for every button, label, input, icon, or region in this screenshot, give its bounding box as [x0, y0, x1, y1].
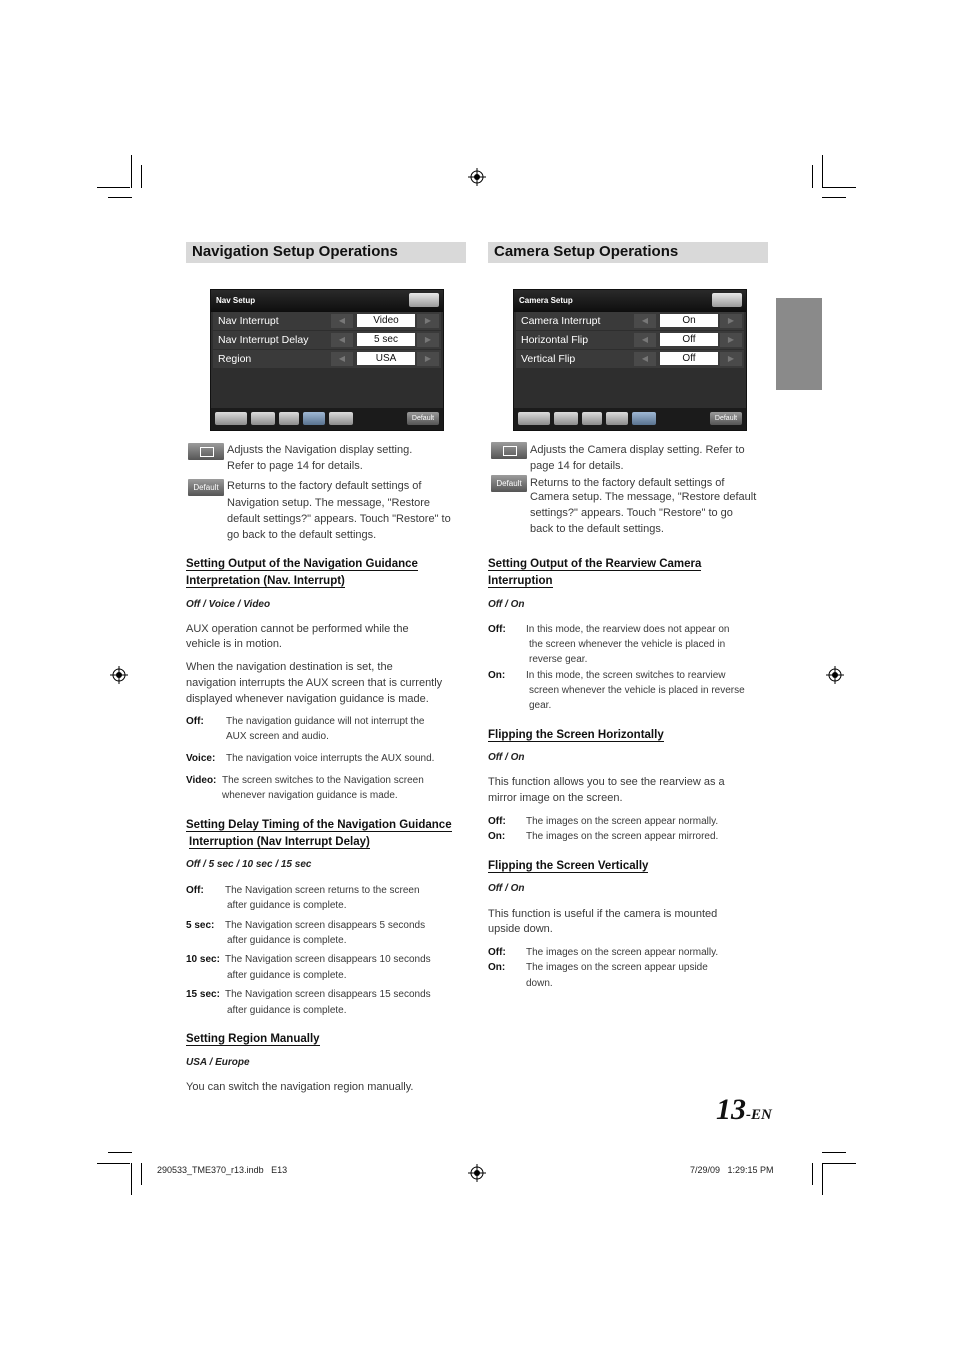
subsection-heading [186, 1031, 320, 1048]
definition: In this mode, the screen switches to rearview [526, 670, 726, 681]
footer-timestamp: 7/29/09 1:29:15 PM [690, 1165, 774, 1175]
definition: screen whenever the vehicle is placed in reverse [529, 685, 745, 696]
term: Voice: [186, 753, 216, 764]
definition: AUX screen and audio. [226, 731, 329, 742]
term: Off: [488, 947, 506, 958]
setting-value: Off [660, 352, 718, 365]
left-arrow-icon: ◀ [331, 352, 353, 366]
crop-mark [97, 187, 130, 188]
screen-title: Nav Setup [216, 296, 256, 305]
setting-value: USA [357, 352, 415, 365]
heading-line: Setting Delay Timing of the Navigation Guidance [186, 819, 452, 831]
paragraph: Returns to the factory default settings of [227, 480, 422, 492]
screen-title: Camera Setup [519, 296, 573, 305]
definition: In this mode, the rearview does not appear on [526, 624, 730, 635]
settings-icon [554, 412, 578, 425]
registration-mark-icon [468, 168, 486, 186]
crop-mark [822, 1163, 823, 1195]
page-number-value: 13 [716, 1093, 746, 1126]
crop-mark [812, 165, 813, 188]
crop-mark [822, 1163, 856, 1164]
right-arrow-icon: ▶ [417, 333, 439, 347]
definition: down. [526, 978, 553, 989]
term: 10 sec: [186, 954, 220, 965]
term: Off: [488, 816, 506, 827]
definition: The navigation guidance will not interrupt the [226, 716, 425, 727]
paragraph: This function allows you to see the rearview as a [488, 776, 725, 788]
definition: The images on the screen appear mirrored. [526, 831, 719, 842]
section-heading-text: Camera Setup Operations [494, 243, 679, 260]
nav-setup-screen [210, 289, 444, 431]
registration-mark-icon [468, 1164, 486, 1182]
definition: the screen whenever the vehicle is placed in [529, 639, 726, 650]
heading-line: Setting Region Manually [186, 1033, 320, 1045]
display-icon [491, 442, 527, 459]
section-heading [488, 242, 768, 263]
setting-row [213, 312, 441, 330]
definition: The Navigation screen disappears 10 seconds [225, 954, 431, 965]
paragraph: Returns to the factory default settings of [530, 477, 725, 489]
setting-row [516, 331, 744, 349]
term: On: [488, 962, 506, 973]
crop-mark [141, 1163, 142, 1185]
default-button: Default [407, 412, 439, 425]
display-icon [712, 293, 742, 307]
heading-line: Setting Output of the Rearview Camera [488, 558, 702, 570]
subsection-heading [189, 834, 370, 851]
paragraph: page 14 for details. [530, 460, 624, 472]
heading-line: Setting Output of the Navigation Guidance [186, 558, 418, 570]
definition: The Navigation screen disappears 15 seconds [225, 989, 431, 1000]
registration-mark-icon [110, 666, 128, 684]
paragraph: Adjusts the Camera display setting. Refer to [530, 444, 745, 456]
term: 5 sec: [186, 920, 215, 931]
section-heading-text: Navigation Setup Operations [192, 243, 398, 260]
paragraph: upside down. [488, 923, 553, 935]
paragraph: vehicle is in motion. [186, 638, 282, 650]
right-arrow-icon: ▶ [720, 333, 742, 347]
camera-icon [632, 412, 656, 425]
paragraph: navigation interrupts the AUX screen that is currently [186, 677, 443, 689]
subsection-heading [488, 858, 648, 875]
subsection-heading [186, 556, 418, 573]
crop-mark [822, 155, 823, 188]
display-icon [188, 443, 224, 460]
paragraph: AUX operation cannot be performed while the [186, 623, 409, 635]
subsection-heading [488, 556, 701, 573]
default-button: Default [710, 412, 742, 425]
right-arrow-icon: ▶ [417, 352, 439, 366]
options-line: Off / Voice / Video [186, 599, 271, 610]
camera-setup-screen [513, 289, 747, 431]
setting-value: Video [357, 314, 415, 327]
crop-mark [108, 197, 132, 198]
subsection-heading [186, 817, 452, 834]
settings-icon [251, 412, 275, 425]
term: Video: [186, 775, 217, 786]
page-number [716, 1093, 772, 1127]
crop-mark [812, 1163, 813, 1185]
right-arrow-icon: ▶ [417, 314, 439, 328]
paragraph: Camera setup. The message, "Restore default [530, 491, 757, 503]
setting-value: On [660, 314, 718, 327]
definition: The images on the screen appear normally. [526, 816, 719, 827]
setting-row [213, 350, 441, 368]
left-arrow-icon: ◀ [634, 314, 656, 328]
registration-mark-icon [826, 666, 844, 684]
options-line: Off / 5 sec / 10 sec / 15 sec [186, 859, 312, 870]
crop-mark [822, 197, 846, 198]
page-number-suffix: -EN [746, 1107, 772, 1123]
navigation-icon [606, 412, 628, 425]
paragraph: go back to the default settings. [227, 529, 377, 541]
paragraph: Adjusts the Navigation display setting. [227, 444, 413, 456]
term: Off: [186, 885, 204, 896]
camera-icon [329, 412, 353, 425]
device-icon [582, 412, 602, 425]
paragraph: You can switch the navigation region manually. [186, 1081, 414, 1093]
setting-label: Camera Interrupt [521, 315, 601, 327]
back-icon [215, 412, 247, 425]
side-thumb-tab [776, 298, 822, 390]
setting-row [213, 331, 441, 349]
term: Off: [488, 624, 506, 635]
setting-row [516, 312, 744, 330]
crop-mark [131, 155, 132, 188]
paragraph: back to the default settings. [530, 523, 664, 535]
crop-mark [141, 165, 142, 188]
subsection-heading [488, 727, 664, 744]
term: On: [488, 670, 506, 681]
paragraph: settings?" appears. Touch "Restore" to go [530, 507, 733, 519]
definition: after guidance is complete. [227, 970, 347, 981]
setting-label: Horizontal Flip [521, 334, 589, 346]
left-arrow-icon: ◀ [331, 314, 353, 328]
navigation-icon [303, 412, 325, 425]
subsection-heading [186, 573, 345, 590]
section-heading [186, 242, 466, 263]
left-arrow-icon: ◀ [331, 333, 353, 347]
heading-line: Interruption (Nav Interrupt Delay) [189, 836, 370, 848]
paragraph: This function is useful if the camera is mounted [488, 908, 718, 920]
definition: gear. [529, 700, 552, 711]
heading-line: Flipping the Screen Vertically [488, 860, 649, 872]
heading-line: Interruption [488, 575, 553, 587]
crop-mark [822, 187, 856, 188]
definition: The Navigation screen disappears 5 seconds [225, 920, 426, 931]
display-icon [409, 293, 439, 307]
definition: The images on the screen appear normally. [526, 947, 719, 958]
options-line: Off / On [488, 752, 525, 763]
default-icon: Default [188, 479, 224, 496]
term: Off: [186, 716, 204, 727]
paragraph: mirror image on the screen. [488, 792, 623, 804]
paragraph: Refer to page 14 for details. [227, 460, 363, 472]
options-line: USA / Europe [186, 1057, 250, 1068]
paragraph: default settings?" appears. Touch "Restore" to [227, 513, 451, 525]
term: 15 sec: [186, 989, 220, 1000]
footer-file: 290533_TME370_r13.indb E13 [157, 1165, 288, 1175]
options-line: Off / On [488, 599, 525, 610]
crop-mark [822, 1152, 846, 1153]
heading-line: Flipping the Screen Horizontally [488, 729, 664, 741]
definition: after guidance is complete. [227, 900, 347, 911]
definition: after guidance is complete. [227, 1005, 347, 1016]
definition: The images on the screen appear upside [526, 962, 708, 973]
definition: The screen switches to the Navigation screen [222, 775, 424, 786]
crop-mark [108, 1152, 132, 1153]
screen-title-bar [514, 290, 746, 312]
left-arrow-icon: ◀ [634, 352, 656, 366]
setting-label: Region [218, 353, 252, 365]
paragraph: displayed whenever navigation guidance is made. [186, 693, 429, 705]
definition: reverse gear. [529, 654, 588, 665]
setting-label: Vertical Flip [521, 353, 576, 365]
device-icon [279, 412, 299, 425]
back-icon [518, 412, 550, 425]
definition: The Navigation screen returns to the screen [225, 885, 420, 896]
paragraph: Navigation setup. The message, "Restore [227, 497, 431, 509]
crop-mark [131, 1163, 132, 1195]
screen-bottom-bar [514, 408, 746, 430]
heading-line: Interpretation (Nav. Interrupt) [186, 575, 345, 587]
definition: after guidance is complete. [227, 935, 347, 946]
setting-label: Nav Interrupt [218, 315, 279, 327]
setting-value: 5 sec [357, 333, 415, 346]
screen-bottom-bar [211, 408, 443, 430]
setting-value: Off [660, 333, 718, 346]
left-arrow-icon: ◀ [634, 333, 656, 347]
subsection-heading [488, 573, 553, 590]
screen-title-bar [211, 290, 443, 312]
term: On: [488, 831, 506, 842]
right-arrow-icon: ▶ [720, 314, 742, 328]
definition: The navigation voice interrupts the AUX sound. [226, 753, 435, 764]
setting-row [516, 350, 744, 368]
paragraph: When the navigation destination is set, the [186, 661, 393, 673]
right-arrow-icon: ▶ [720, 352, 742, 366]
crop-mark [97, 1163, 130, 1164]
default-icon: Default [491, 475, 527, 492]
definition: whenever navigation guidance is made. [222, 790, 398, 801]
options-line: Off / On [488, 883, 525, 894]
setting-label: Nav Interrupt Delay [218, 334, 309, 346]
